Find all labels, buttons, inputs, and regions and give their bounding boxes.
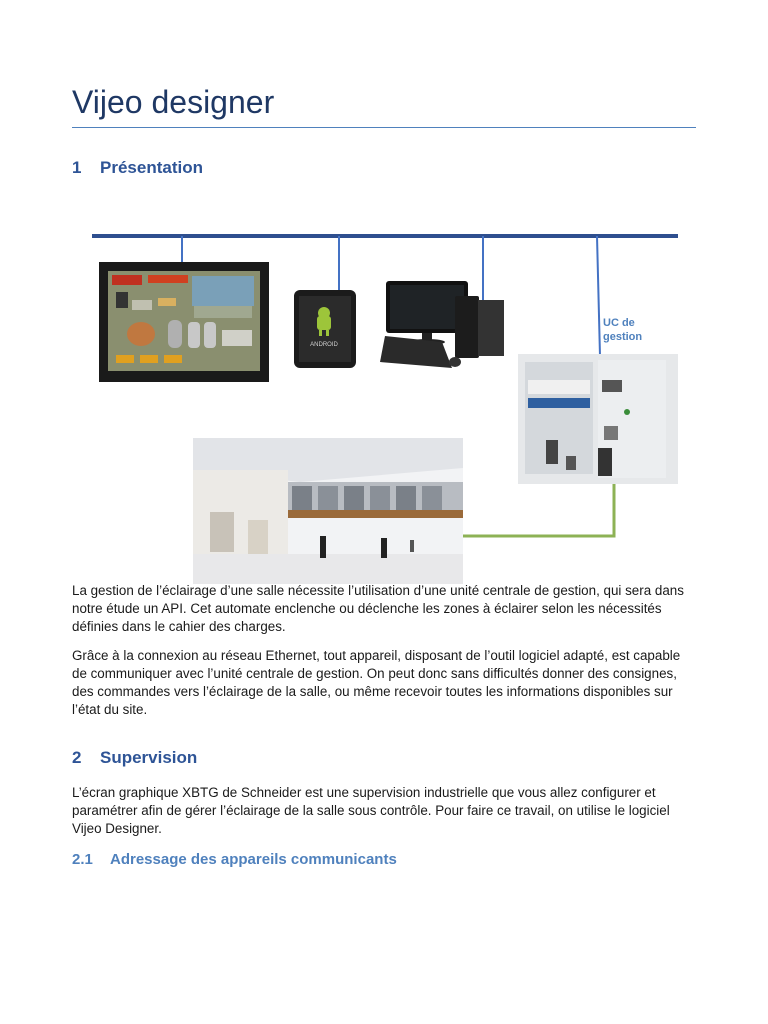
page-title: Vijeo designer	[72, 84, 275, 120]
subsection-heading-adressage	[72, 851, 397, 868]
tablet-label: ANDROID	[310, 342, 338, 348]
subsection-number: 2.1	[72, 851, 93, 868]
plc-caption: UC de gestion	[603, 317, 643, 343]
paragraph-ethernet: Grâce à la connexion au réseau Ethernet, tout appareil, disposant de l’outil logiciel adapté, est capable de communiquer avec l’unité centrale de gestion. On peut donc sans difficultés donner des consignes, des commandes vers l’éclairage de la salle, ou même recevoir toutes les informations disponibles sur l’état du site.	[72, 648, 681, 717]
paragraph-intro: La gestion de l’éclairage d’une salle nécessite l’utilisation d’une unité centrale de gestion, qui sera dans notre étude un API. Cet automate enclenche ou déclenche les zones à éclairer selon les nécessités définies dans le cahier des charges.	[72, 583, 684, 634]
tablet-image	[294, 290, 356, 368]
hmi-screen-image	[99, 262, 269, 382]
section-number: 1	[72, 158, 82, 177]
plc-to-hall-link	[462, 483, 614, 536]
section-heading-supervision	[72, 748, 197, 768]
section-title: Supervision	[100, 748, 198, 767]
subsection-title: Adressage des appareils communicants	[110, 851, 397, 868]
bus-drop-plc	[597, 236, 600, 356]
plc-controller-image	[518, 354, 678, 484]
hall-photo-image	[193, 438, 463, 584]
section-title: Présentation	[100, 158, 203, 177]
paragraph-supervision: L’écran graphique XBTG de Schneider est une supervision industrielle que vous allez configurer et paramétrer afin de gérer l’éclairage de la salle sous contrôle. Pour faire ce travail, on utilise le logiciel Vijeo Designer.	[72, 785, 670, 836]
desktop-pc-image	[380, 281, 504, 368]
section-number: 2	[72, 748, 82, 767]
